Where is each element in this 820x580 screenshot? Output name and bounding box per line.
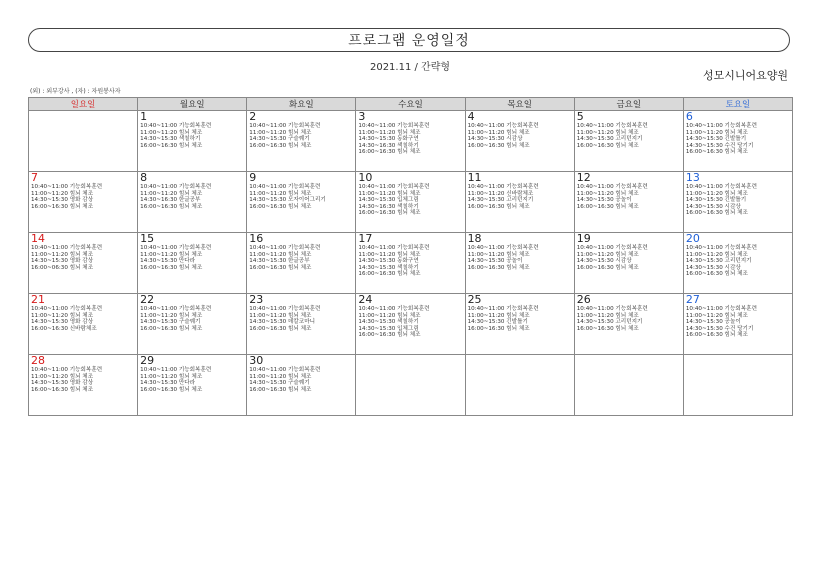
schedule-entry: 14:30~15:30 구슬꿰기 — [249, 380, 310, 387]
schedule-entry: 16:00~16:30 힘뇌 체조 — [140, 203, 203, 210]
schedule-entry: 10:40~11:00 기능회복훈련 — [358, 123, 430, 129]
schedule-entry: 11:00~11:20 힘뇌 체조 — [467, 251, 530, 258]
calendar-day-cell — [356, 294, 465, 355]
calendar-day-cell — [356, 233, 465, 294]
schedule-entry: 16:00~16:30 힘뇌 체조 — [685, 271, 748, 278]
calendar-empty-cell — [29, 111, 138, 172]
schedule-entry: 14:30~15:30 영화 감상 — [31, 319, 94, 326]
schedule-entry: 14:30~16:30 색칠하기 — [358, 203, 419, 210]
schedule-entry: 16:00~16:30 힘뇌 체조 — [576, 264, 639, 271]
schedule-entry: 16:00~16:30 힘뇌 체조 — [685, 332, 748, 339]
schedule-entry: 11:00~11:20 힘뇌 체조 — [358, 190, 421, 197]
day-number: 24 — [358, 293, 373, 306]
page-title: 프로그램 운영일정 — [348, 33, 470, 49]
schedule-entry: 16:00~16:30 힘뇌 체조 — [31, 386, 94, 393]
day-number: 11 — [467, 171, 482, 184]
calendar-week-row — [29, 233, 793, 294]
calendar-table — [28, 97, 793, 416]
schedule-entry: 10:40~11:00 기능회복훈련 — [249, 306, 321, 312]
schedule-entry: 10:40~11:00 기능회복훈련 — [31, 184, 103, 190]
schedule-entry: 10:40~11:00 기능회복훈련 — [576, 306, 648, 312]
calendar-week-row — [29, 172, 793, 233]
schedule-entry: 11:00~11:20 힘뇌 체조 — [249, 373, 312, 380]
schedule-entry: 10:40~11:00 기능회복훈련 — [685, 123, 757, 129]
schedule-entry: 10:40~11:00 기능회복훈련 — [249, 184, 321, 190]
schedule-entry: 11:00~11:20 힘뇌 체조 — [140, 251, 203, 258]
day-number: 7 — [31, 171, 38, 184]
calendar-week-row — [29, 355, 793, 416]
schedule-entry: 14:30~15:30 시감상 — [467, 136, 523, 143]
calendar-day-cell — [138, 172, 247, 233]
day-number: 1 — [140, 110, 148, 123]
calendar-day-cell — [29, 294, 138, 355]
schedule-entry: 16:00~16:30 힘뇌 체조 — [358, 271, 421, 278]
schedule-entry: 16:00~16:30 힘뇌 체조 — [358, 210, 421, 217]
day-number: 19 — [576, 232, 591, 245]
schedule-entry: 11:00~11:20 힘뇌 체조 — [140, 129, 203, 136]
calendar-day-cell — [29, 355, 138, 416]
legend-note: (외) : 외부강사 , (자) : 자원봉사자 — [30, 88, 121, 95]
schedule-entry: 10:40~11:00 기능회복훈련 — [249, 367, 321, 373]
calendar-empty-cell — [683, 355, 792, 416]
schedule-entry: 16:00~16:30 힘뇌 체조 — [140, 325, 203, 332]
schedule-entry: 14:30~15:30 수건 당기기 — [685, 142, 754, 149]
day-number: 5 — [576, 110, 584, 123]
day-number: 22 — [140, 293, 155, 306]
title-box — [28, 28, 790, 52]
schedule-entry: 14:30~15:30 만다라 — [140, 380, 196, 387]
schedule-entry: 11:00~11:20 힘뇌 체조 — [685, 312, 748, 319]
calendar-day-cell — [247, 172, 356, 233]
schedule-entry: 10:40~11:00 기능회복훈련 — [140, 184, 212, 190]
schedule-entry: 10:40~11:00 기능회복훈련 — [576, 184, 648, 190]
schedule-entry: 14:30~15:30 공놀이 — [576, 197, 632, 204]
schedule-entry: 14:30~16:30 한글공부 — [140, 197, 201, 204]
schedule-entry: 11:00~11:20 힘뇌 체조 — [31, 312, 94, 319]
day-number: 27 — [685, 293, 700, 306]
schedule-entry: 16:00~16:30 힘뇌 체조 — [685, 149, 748, 156]
calendar-day-cell — [29, 172, 138, 233]
calendar-day-cell — [356, 111, 465, 172]
schedule-entry: 10:40~11:00 기능회복훈련 — [140, 367, 212, 373]
day-number: 17 — [358, 232, 373, 245]
schedule-entry: 14:30~15:30 구슬꿰기 — [249, 136, 310, 143]
weekday-header-tuesday: 화요일 — [247, 98, 356, 111]
schedule-entry: 14:30~15:30 긴발틀기 — [467, 319, 528, 326]
day-number: 30 — [249, 354, 264, 367]
schedule-entry: 16:00~16:30 힘뇌 체조 — [467, 203, 530, 210]
schedule-entry: 14:30~15:30 시감상 — [685, 264, 741, 271]
calendar-week-row — [29, 294, 793, 355]
schedule-entry: 11:00~11:20 힘뇌 체조 — [576, 251, 639, 258]
weekday-header-saturday: 토요일 — [683, 98, 792, 111]
day-number: 4 — [467, 110, 475, 123]
schedule-entry: 16:00~06:30 힘뇌 체조 — [31, 264, 94, 271]
schedule-entry: 14:30~15:30 색칠하기 — [358, 264, 419, 271]
day-number: 28 — [31, 354, 45, 367]
schedule-entry: 14:30~15:30 시감상 — [685, 203, 741, 210]
calendar-day-cell — [683, 111, 792, 172]
schedule-entry: 10:40~11:00 기능회복훈련 — [576, 123, 648, 129]
day-number: 2 — [249, 110, 257, 123]
day-number: 13 — [685, 171, 700, 184]
schedule-entry: 16:00~16:30 신바람체조 — [31, 325, 97, 332]
calendar-day-cell — [138, 355, 247, 416]
schedule-entry: 14:30~15:30 고리던지기 — [467, 197, 534, 204]
schedule-entry: 10:40~11:00 기능회복훈련 — [467, 245, 539, 251]
schedule-entry: 16:00~16:30 힘뇌 체조 — [576, 142, 639, 149]
day-number: 21 — [31, 293, 45, 306]
schedule-entry: 16:00~16:30 힘뇌 체조 — [467, 325, 530, 332]
calendar-day-cell — [574, 172, 683, 233]
weekday-header-thursday: 목요일 — [465, 98, 574, 111]
calendar-day-cell — [574, 111, 683, 172]
day-number: 15 — [140, 232, 155, 245]
schedule-entry: 11:00~11:20 힘뇌 체조 — [140, 373, 203, 380]
calendar-day-cell — [683, 294, 792, 355]
schedule-entry: 14:30~15:30 영화 감상 — [31, 380, 94, 387]
schedule-entry: 10:40~11:00 기능회복훈련 — [358, 306, 430, 312]
day-number: 10 — [358, 171, 373, 184]
calendar-day-cell — [247, 111, 356, 172]
schedule-entry: 16:00~16:30 힘뇌 체조 — [249, 325, 312, 332]
schedule-entry: 16:00~16:30 힘뇌 체조 — [358, 332, 421, 339]
schedule-entry: 14:30~15:30 입체그림 — [358, 197, 419, 204]
schedule-entry: 10:40~11:00 기능회복훈련 — [467, 306, 539, 312]
day-number: 3 — [358, 110, 366, 123]
schedule-entry: 11:00~11:20 힘뇌 체조 — [31, 190, 94, 197]
schedule-entry: 14:30~15:30 한글공부 — [249, 258, 310, 265]
schedule-entry: 16:00~16:30 힘뇌 체조 — [249, 203, 312, 210]
schedule-entry: 11:00~11:20 힘뇌 체조 — [467, 129, 530, 136]
schedule-entry: 14:30~15:30 영화 감상 — [31, 197, 94, 204]
schedule-entry: 10:40~11:00 기능회복훈련 — [358, 184, 430, 190]
schedule-entry: 10:40~11:00 기능회복훈련 — [31, 367, 103, 373]
day-number: 26 — [576, 293, 591, 306]
calendar-day-cell — [29, 233, 138, 294]
schedule-entry: 11:00~11:20 신바람체조 — [467, 190, 534, 197]
calendar-day-cell — [247, 294, 356, 355]
calendar-day-cell — [465, 233, 574, 294]
calendar-day-cell — [574, 233, 683, 294]
schedule-entry: 10:40~11:00 기능회복훈련 — [467, 123, 539, 129]
day-number: 20 — [685, 232, 700, 245]
schedule-entry: 11:00~11:20 힘뇌 체조 — [140, 312, 203, 319]
schedule-entry: 14:30~15:30 긴발틀기 — [685, 197, 747, 204]
schedule-entry: 11:00~11:20 힘뇌 체조 — [249, 251, 312, 258]
day-number: 18 — [467, 232, 482, 245]
schedule-entry: 16:00~16:30 힘뇌 체조 — [358, 149, 421, 156]
schedule-entry: 16:00~16:30 힘뇌 체조 — [31, 203, 94, 210]
page-subtitle: 2021.11 / 간략형 — [369, 62, 451, 73]
schedule-entry: 14:30~15:30 고리던지기 — [576, 136, 643, 143]
calendar-week-row — [29, 111, 793, 172]
schedule-entry: 14:30~15:30 입체그림 — [358, 325, 419, 332]
schedule-entry: 11:00~11:20 힘뇌 체조 — [576, 129, 639, 136]
schedule-entry: 14:30~15:30 고리던지기 — [576, 319, 643, 326]
schedule-entry: 10:40~11:00 기능회복훈련 — [685, 306, 757, 312]
day-number: 12 — [576, 171, 591, 184]
schedule-entry: 14:30~15:30 모자이어그리기 — [249, 197, 326, 204]
schedule-entry: 14:30~15:30 동화구연 — [358, 136, 419, 143]
schedule-entry: 14:30~15:30 고리던지기 — [685, 258, 752, 265]
calendar-day-cell — [683, 233, 792, 294]
schedule-entry: 10:40~11:00 기능회복훈련 — [31, 245, 103, 251]
calendar-day-cell — [574, 294, 683, 355]
schedule-entry: 14:30~15:30 데칼코마니 — [249, 319, 316, 326]
schedule-entry: 14:30~15:30 구슬꿰기 — [140, 319, 201, 326]
schedule-entry: 11:00~11:20 힘뇌 체조 — [467, 312, 530, 319]
schedule-entry: 16:00~16:30 힘뇌 체조 — [140, 142, 203, 149]
schedule-entry: 11:00~11:20 힘뇌 체조 — [31, 251, 94, 258]
schedule-entry: 10:40~11:00 기능회복훈련 — [140, 245, 212, 251]
schedule-entry: 16:00~16:30 힘뇌 체조 — [249, 142, 312, 149]
day-number: 14 — [31, 232, 45, 245]
schedule-entry: 11:00~11:20 힘뇌 체조 — [249, 129, 312, 136]
weekday-header-wednesday: 수요일 — [356, 98, 465, 111]
schedule-entry: 10:40~11:00 기능회복훈련 — [140, 306, 212, 312]
day-number: 23 — [249, 293, 264, 306]
schedule-entry: 11:00~11:20 힘뇌 체조 — [249, 312, 312, 319]
schedule-entry: 14:30~15:30 공놀이 — [467, 258, 523, 265]
schedule-entry: 14:30~15:30 긴발틀기 — [685, 136, 747, 143]
day-number: 6 — [685, 110, 693, 123]
schedule-entry: 14:30~15:30 동화구연 — [358, 258, 419, 265]
schedule-entry: 14:30~15:30 공놀이 — [685, 319, 741, 326]
schedule-entry: 11:00~11:20 힘뇌 체조 — [576, 312, 639, 319]
schedule-entry: 11:00~11:20 힘뇌 체조 — [685, 251, 748, 258]
schedule-entry: 16:00~16:30 힘뇌 체조 — [249, 264, 312, 271]
calendar-empty-cell — [356, 355, 465, 416]
schedule-entry: 11:00~11:20 힘뇌 체조 — [140, 190, 203, 197]
schedule-entry: 10:40~11:00 기능회복훈련 — [467, 184, 539, 190]
weekday-header-monday: 월요일 — [138, 98, 247, 111]
day-number: 29 — [140, 354, 155, 367]
calendar-day-cell — [465, 111, 574, 172]
weekday-header-friday: 금요일 — [574, 98, 683, 111]
schedule-entry: 16:00~16:30 힘뇌 체조 — [140, 264, 203, 271]
schedule-entry: 11:00~11:20 힘뇌 체조 — [31, 373, 94, 380]
calendar-day-cell — [138, 233, 247, 294]
schedule-entry: 10:40~11:00 기능회복훈련 — [249, 245, 321, 251]
schedule-entry: 16:00~16:30 힘뇌 체조 — [576, 325, 639, 332]
schedule-entry: 14:30~15:30 만다라 — [140, 258, 196, 265]
schedule-entry: 11:00~11:20 힘뇌 체조 — [249, 190, 312, 197]
schedule-entry: 11:00~11:20 힘뇌 체조 — [358, 312, 421, 319]
schedule-entry: 14:30~15:30 영화 감상 — [31, 258, 94, 265]
schedule-entry: 16:00~16:30 힘뇌 체조 — [685, 210, 748, 217]
schedule-entry: 16:00~16:30 힘뇌 체조 — [576, 203, 639, 210]
calendar-empty-cell — [465, 355, 574, 416]
day-number: 16 — [249, 232, 264, 245]
schedule-entry: 16:00~16:30 힘뇌 체조 — [467, 142, 530, 149]
schedule-entry: 14:30~15:30 수건 당기기 — [685, 325, 754, 332]
calendar-day-cell — [247, 233, 356, 294]
organization-name: 성모시니어요양원 — [702, 69, 788, 82]
calendar-day-cell — [683, 172, 792, 233]
weekday-header-row — [29, 98, 793, 111]
schedule-entry: 10:40~11:00 기능회복훈련 — [685, 184, 757, 190]
schedule-entry: 11:00~11:20 힘뇌 체조 — [576, 190, 639, 197]
calendar-day-cell — [138, 111, 247, 172]
calendar-day-cell — [356, 172, 465, 233]
schedule-entry: 16:00~16:30 힘뇌 체조 — [249, 386, 312, 393]
schedule-entry: 10:40~11:00 기능회복훈련 — [249, 123, 321, 129]
schedule-entry: 16:00~16:30 힘뇌 체조 — [467, 264, 530, 271]
calendar-day-cell — [465, 294, 574, 355]
schedule-entry: 10:40~11:00 기능회복훈련 — [140, 123, 212, 129]
schedule-entry: 11:00~11:20 힘뇌 체조 — [358, 251, 421, 258]
schedule-entry: 16:00~16:30 힘뇌 체조 — [140, 386, 203, 393]
day-number: 8 — [140, 171, 148, 184]
schedule-entry: 14:30~16:30 색칠하기 — [358, 142, 419, 149]
calendar-day-cell — [465, 172, 574, 233]
calendar-day-cell — [138, 294, 247, 355]
schedule-entry: 10:40~11:00 기능회복훈련 — [31, 306, 103, 312]
schedule-entry: 11:00~11:20 힘뇌 체조 — [685, 190, 748, 197]
schedule-entry: 10:40~11:00 기능회복훈련 — [685, 245, 757, 251]
calendar-day-cell — [247, 355, 356, 416]
schedule-entry: 14:30~15:30 시감상 — [576, 258, 632, 265]
schedule-entry: 14:30~15:30 색칠하기 — [140, 136, 201, 143]
calendar-body — [29, 111, 793, 416]
schedule-entry: 11:00~11:20 힘뇌 체조 — [685, 129, 748, 136]
day-number: 9 — [249, 171, 257, 184]
schedule-entry: 11:00~11:20 힘뇌 체조 — [358, 129, 421, 136]
day-number: 25 — [467, 293, 482, 306]
schedule-entry: 10:40~11:00 기능회복훈련 — [358, 245, 430, 251]
schedule-entry: 14:30~15:30 색칠하기 — [358, 319, 419, 326]
schedule-entry: 10:40~11:00 기능회복훈련 — [576, 245, 648, 251]
calendar-empty-cell — [574, 355, 683, 416]
weekday-header-sunday: 일요일 — [29, 98, 138, 111]
